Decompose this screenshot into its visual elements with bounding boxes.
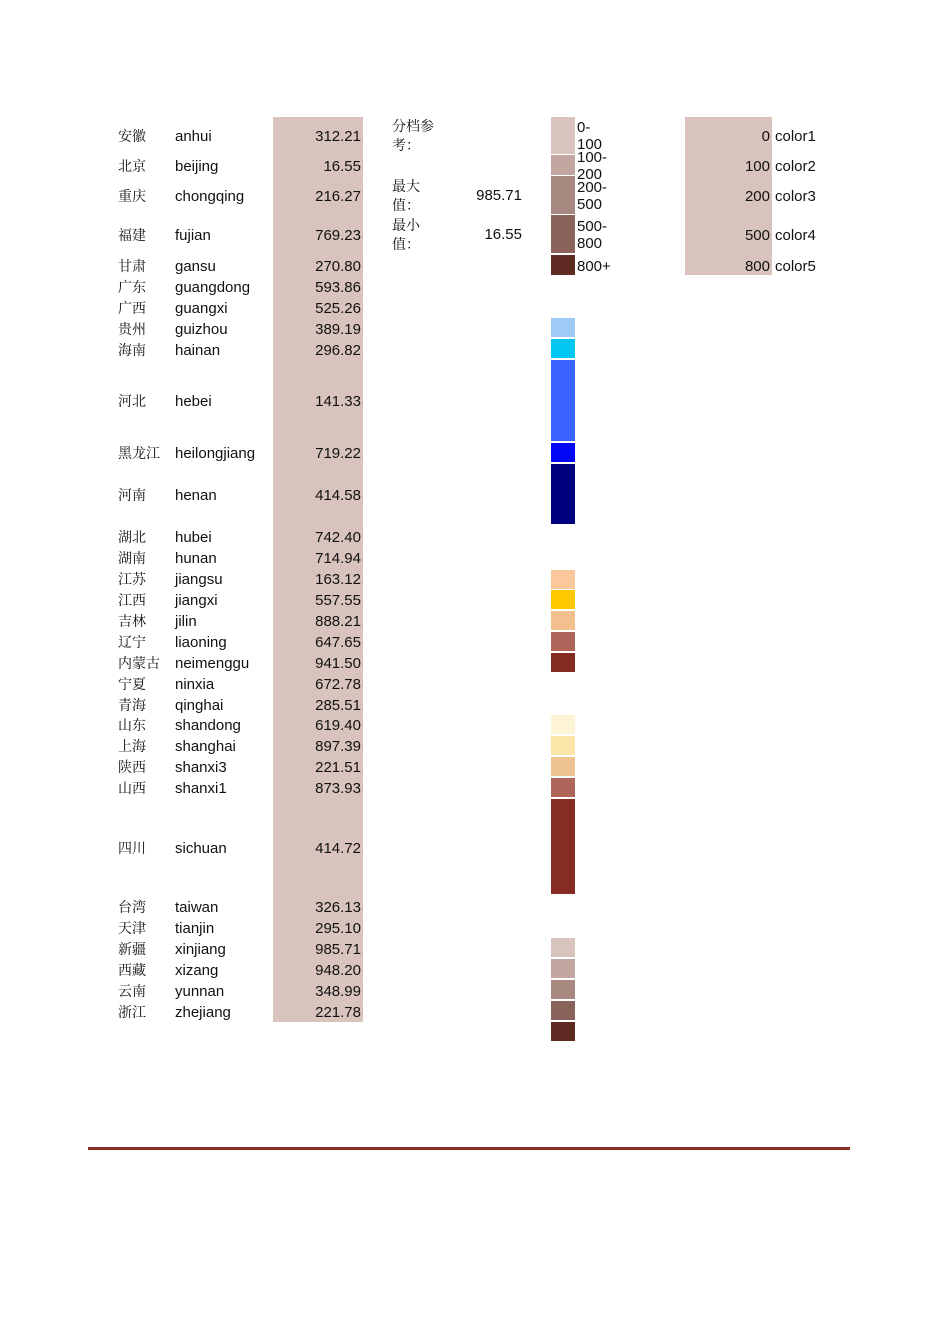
province-value: 525.26	[315, 299, 361, 317]
legend-range-label: 100-200	[577, 149, 608, 183]
color-swatch-browns	[551, 1001, 575, 1020]
color-swatch-blues	[551, 443, 575, 462]
province-pinyin: zhejiang	[175, 1003, 231, 1021]
province-cn-name: 福建	[118, 228, 146, 244]
province-pinyin: shandong	[175, 716, 241, 734]
legend-range-label: 500-800	[577, 218, 608, 252]
table-row	[0, 982, 950, 1000]
province-value: 326.13	[315, 898, 361, 916]
color-swatch-oranges	[551, 653, 575, 672]
province-cn-name: 天津	[118, 921, 146, 937]
province-pinyin: heilongjiang	[175, 444, 256, 462]
table-row	[0, 779, 950, 797]
province-cn-name: 内蒙古	[118, 656, 160, 672]
legend-range-label: 800+	[577, 257, 611, 275]
table-row	[0, 654, 950, 672]
color-swatch-blues	[551, 339, 575, 358]
province-pinyin: chongqing	[175, 187, 245, 205]
color-swatch-browns	[551, 1022, 575, 1041]
province-cn-name: 湖南	[118, 551, 146, 567]
table-row	[0, 675, 950, 693]
color-swatch-yellows	[551, 778, 575, 797]
legend-range-label: 200-500	[577, 179, 608, 213]
province-cn-name: 江西	[118, 593, 146, 609]
province-value: 593.86	[315, 278, 361, 296]
province-cn-name: 重庆	[118, 189, 146, 205]
table-row	[0, 633, 950, 651]
province-value: 985.71	[315, 940, 361, 958]
province-cn-name: 辽宁	[118, 635, 146, 651]
province-value: 221.78	[315, 1003, 361, 1021]
province-cn-name: 陕西	[118, 760, 146, 776]
province-cn-name: 甘肃	[118, 259, 146, 275]
province-value: 742.40	[315, 528, 361, 546]
province-pinyin: jiangsu	[175, 570, 223, 588]
province-value: 672.78	[315, 675, 361, 693]
province-value: 295.10	[315, 919, 361, 937]
province-value: 714.94	[315, 549, 361, 567]
legend-range-label: 0-100	[577, 119, 603, 153]
province-pinyin: qinghai	[175, 696, 224, 714]
color-swatch-browns	[551, 959, 575, 978]
province-pinyin: shanghai	[175, 737, 236, 755]
province-pinyin: jiangxi	[175, 591, 218, 609]
province-cn-name: 贵州	[118, 322, 146, 338]
province-cn-name: 浙江	[118, 1005, 146, 1021]
province-pinyin: xinjiang	[175, 940, 226, 958]
color-swatch-yellows	[551, 799, 575, 894]
province-pinyin: jilin	[175, 612, 197, 630]
province-cn-name: 青海	[118, 698, 146, 714]
province-cn-name: 上海	[118, 739, 146, 755]
table-row	[0, 299, 950, 317]
province-cn-name: 西藏	[118, 963, 146, 979]
color-swatch-blues	[551, 464, 575, 524]
color-swatch-blues	[551, 360, 575, 441]
province-pinyin: guangdong	[175, 278, 251, 296]
table-row	[0, 716, 950, 734]
color-swatch-browns	[551, 980, 575, 999]
color-swatch-browns	[551, 176, 575, 214]
province-pinyin: guizhou	[175, 320, 228, 338]
color-swatch-oranges	[551, 611, 575, 630]
table-row	[0, 528, 950, 546]
table-row	[0, 758, 950, 776]
legend-threshold: 500	[744, 226, 770, 244]
province-cn-name: 海南	[118, 343, 146, 359]
province-value: 619.40	[315, 716, 361, 734]
province-pinyin: sichuan	[175, 839, 227, 857]
province-pinyin: xizang	[175, 961, 219, 979]
color-swatch-oranges	[551, 590, 575, 609]
province-pinyin: tianjin	[175, 919, 215, 937]
legend-threshold: 0	[761, 127, 770, 145]
province-cn-name: 吉林	[118, 614, 146, 630]
province-value: 296.82	[315, 341, 361, 359]
legend-threshold: 800	[744, 257, 770, 275]
province-pinyin: hubei	[175, 528, 212, 546]
province-value: 414.58	[315, 486, 361, 504]
province-pinyin: taiwan	[175, 898, 219, 916]
province-cn-name: 云南	[118, 984, 146, 1000]
province-value: 389.19	[315, 320, 361, 338]
province-pinyin: hainan	[175, 341, 221, 359]
province-value: 414.72	[315, 839, 361, 857]
province-pinyin: guangxi	[175, 299, 228, 317]
color-swatch-oranges	[551, 570, 575, 589]
province-pinyin: shanxi3	[175, 758, 227, 776]
province-cn-name: 广西	[118, 301, 146, 317]
province-cn-name: 湖北	[118, 530, 146, 546]
max-value: 985.71	[476, 187, 522, 204]
province-pinyin: liaoning	[175, 633, 227, 651]
table-row	[0, 696, 950, 714]
province-cn-name: 台湾	[118, 900, 146, 916]
province-value: 719.22	[315, 444, 361, 462]
color-swatch-yellows	[551, 757, 575, 776]
max-label: 最大值：	[392, 179, 420, 214]
province-pinyin: gansu	[175, 257, 216, 275]
footer-rule	[88, 1147, 850, 1150]
province-cn-name: 河南	[118, 488, 146, 504]
province-cn-name: 安徽	[118, 129, 146, 145]
province-pinyin: fujian	[175, 226, 211, 244]
table-row	[0, 591, 950, 609]
color-swatch-yellows	[551, 736, 575, 755]
table-row	[0, 570, 950, 588]
table-row	[0, 898, 950, 916]
province-value: 769.23	[315, 226, 361, 244]
color-swatch-browns	[551, 938, 575, 957]
province-value: 873.93	[315, 779, 361, 797]
province-pinyin: hunan	[175, 549, 217, 567]
table-row	[0, 919, 950, 937]
province-value: 285.51	[315, 696, 361, 714]
province-pinyin: anhui	[175, 127, 212, 145]
color-swatch-browns	[551, 155, 575, 175]
table-row	[0, 737, 950, 755]
province-cn-name: 山东	[118, 718, 146, 734]
province-pinyin: henan	[175, 486, 217, 504]
province-value: 216.27	[315, 187, 361, 205]
legend-color-name: color3	[775, 187, 816, 205]
legend-color-name: color5	[775, 257, 816, 275]
province-pinyin: shanxi1	[175, 779, 227, 797]
province-pinyin: ninxia	[175, 675, 215, 693]
table-row	[0, 549, 950, 567]
province-pinyin: beijing	[175, 157, 219, 175]
province-pinyin: yunnan	[175, 982, 225, 1000]
table-row	[0, 612, 950, 630]
legend-color-name: color4	[775, 226, 816, 244]
province-value: 647.65	[315, 633, 361, 651]
province-cn-name: 广东	[118, 280, 146, 296]
province-value: 948.20	[315, 961, 361, 979]
province-cn-name: 黑龙江	[118, 446, 160, 462]
table-row	[0, 839, 950, 857]
color-swatch-oranges	[551, 632, 575, 651]
province-value: 312.21	[315, 127, 361, 145]
min-label: 最小值：	[392, 218, 420, 253]
color-swatch-blues	[551, 318, 575, 337]
province-cn-name: 宁夏	[118, 677, 146, 693]
province-value: 888.21	[315, 612, 361, 630]
table-row	[0, 392, 950, 410]
table-row	[0, 444, 950, 462]
legend-threshold: 200	[744, 187, 770, 205]
province-value: 557.55	[315, 591, 361, 609]
province-value: 163.12	[315, 570, 361, 588]
table-row	[0, 278, 950, 296]
province-cn-name: 山西	[118, 781, 146, 797]
province-value: 897.39	[315, 737, 361, 755]
min-value: 16.55	[484, 226, 522, 243]
color-swatch-yellows	[551, 715, 575, 734]
color-swatch-browns	[551, 117, 575, 154]
province-cn-name: 四川	[118, 841, 146, 857]
legend-color-name: color2	[775, 157, 816, 175]
province-cn-name: 北京	[118, 159, 146, 175]
province-value: 16.55	[323, 157, 361, 175]
province-value: 141.33	[315, 392, 361, 410]
province-cn-name: 江苏	[118, 572, 146, 588]
province-cn-name: 河北	[118, 394, 146, 410]
table-row	[0, 341, 950, 359]
province-cn-name: 新疆	[118, 942, 146, 958]
table-row	[0, 320, 950, 338]
legend-threshold: 100	[744, 157, 770, 175]
color-swatch-browns	[551, 215, 575, 253]
province-pinyin: hebei	[175, 392, 212, 410]
province-value: 270.80	[315, 257, 361, 275]
table-row	[0, 486, 950, 504]
ref-label: 分档参考：	[392, 119, 434, 154]
legend-color-name: color1	[775, 127, 816, 145]
table-row	[0, 1003, 950, 1021]
table-row	[0, 940, 950, 958]
province-value: 348.99	[315, 982, 361, 1000]
province-value: 221.51	[315, 758, 361, 776]
color-swatch-browns	[551, 255, 575, 275]
province-pinyin: neimenggu	[175, 654, 250, 672]
province-value: 941.50	[315, 654, 361, 672]
table-row	[0, 961, 950, 979]
